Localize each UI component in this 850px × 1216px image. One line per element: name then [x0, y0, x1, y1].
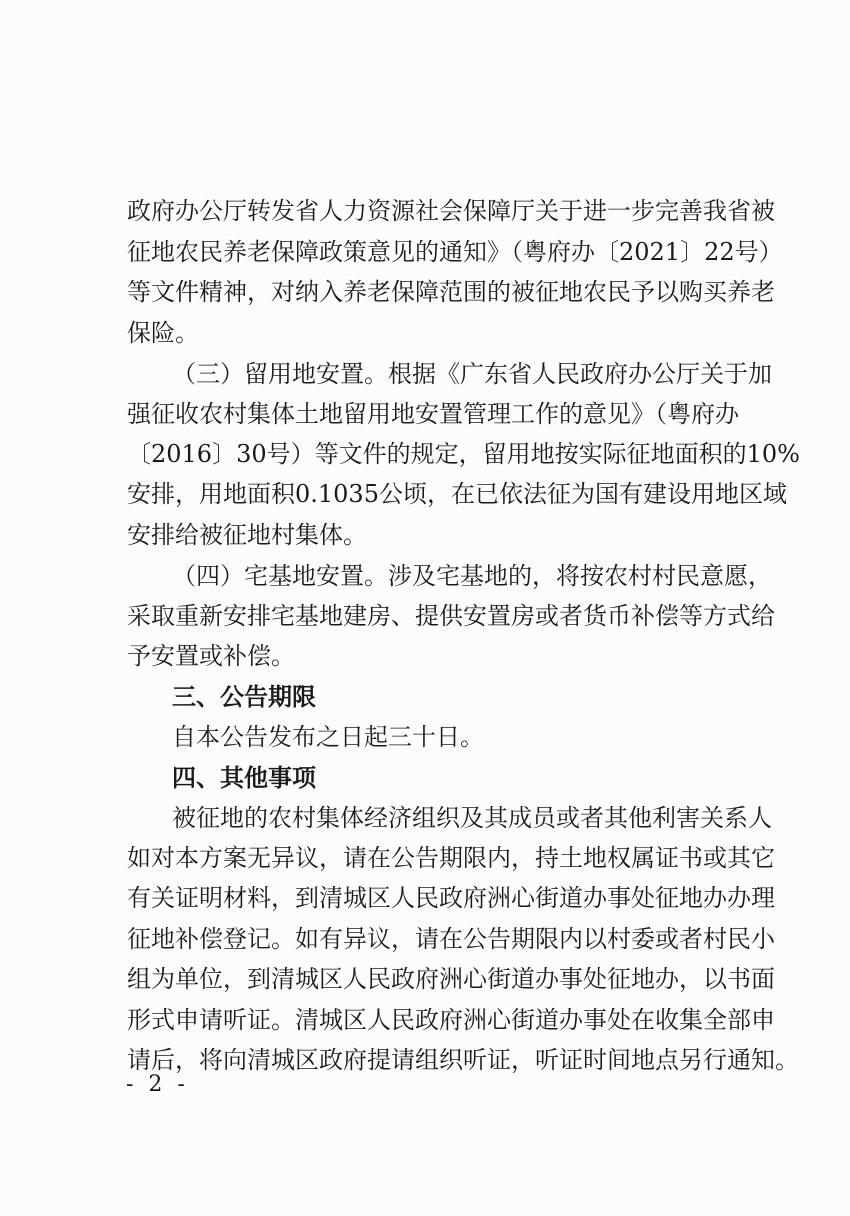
- body-text-line: （四）宅基地安置。涉及宅基地的，将按农村村民意愿，: [172, 562, 772, 590]
- body-text-line: （三）留用地安置。根据《广东省人民政府办公厅关于加: [172, 360, 772, 388]
- body-text-line: 被征地的农村集体经济组织及其成员或者其他利害关系人: [172, 804, 772, 832]
- body-text-line: 安排，用地面积0.1035公顷，在已依法征为国有建设用地区域: [127, 480, 787, 508]
- body-text-line: 请后，将向清城区政府提请组织听证，听证时间地点另行通知。: [127, 1046, 799, 1074]
- body-text-line: 自本公告发布之日起三十日。: [172, 723, 484, 751]
- body-text-line: 征地农民养老保障政策意见的通知》（粤府办〔2021〕22号）: [127, 238, 783, 266]
- body-text-line: 组为单位，到清城区人民政府洲心街道办事处征地办，以书面: [127, 965, 775, 993]
- body-text-line: 等文件精神，对纳入养老保障范围的被征地农民予以购买养老: [127, 278, 775, 306]
- body-text-line: 形式申请听证。清城区人民政府洲心街道办事处在收集全部申: [127, 1006, 775, 1034]
- body-text-line: 采取重新安排宅基地建房、提供安置房或者货币补偿等方式给: [127, 602, 775, 630]
- body-text-line: 安排给被征地村集体。: [127, 521, 367, 549]
- body-text-line: 〔2016〕30号）等文件的规定，留用地按实际征地面积的10%: [127, 440, 800, 468]
- section-heading: 四、其他事项: [172, 764, 316, 792]
- body-text-line: 征地补偿登记。如有异议，请在公告期限内以村委或者村民小: [127, 925, 775, 953]
- body-text-line: 强征收农村集体土地留用地安置管理工作的意见》（粤府办: [127, 400, 739, 428]
- body-text-line: 政府办公厅转发省人力资源社会保障厅关于进一步完善我省被: [127, 197, 775, 225]
- body-text-line: 予安置或补偿。: [127, 642, 295, 670]
- page-number: - 2 -: [126, 1072, 189, 1097]
- body-text-line: 保险。: [127, 319, 199, 347]
- body-text-line: 如对本方案无异议，请在公告期限内，持土地权属证书或其它: [127, 844, 775, 872]
- section-heading: 三、公告期限: [172, 683, 316, 711]
- body-text-line: 有关证明材料，到清城区人民政府洲心街道办事处征地办办理: [127, 884, 775, 912]
